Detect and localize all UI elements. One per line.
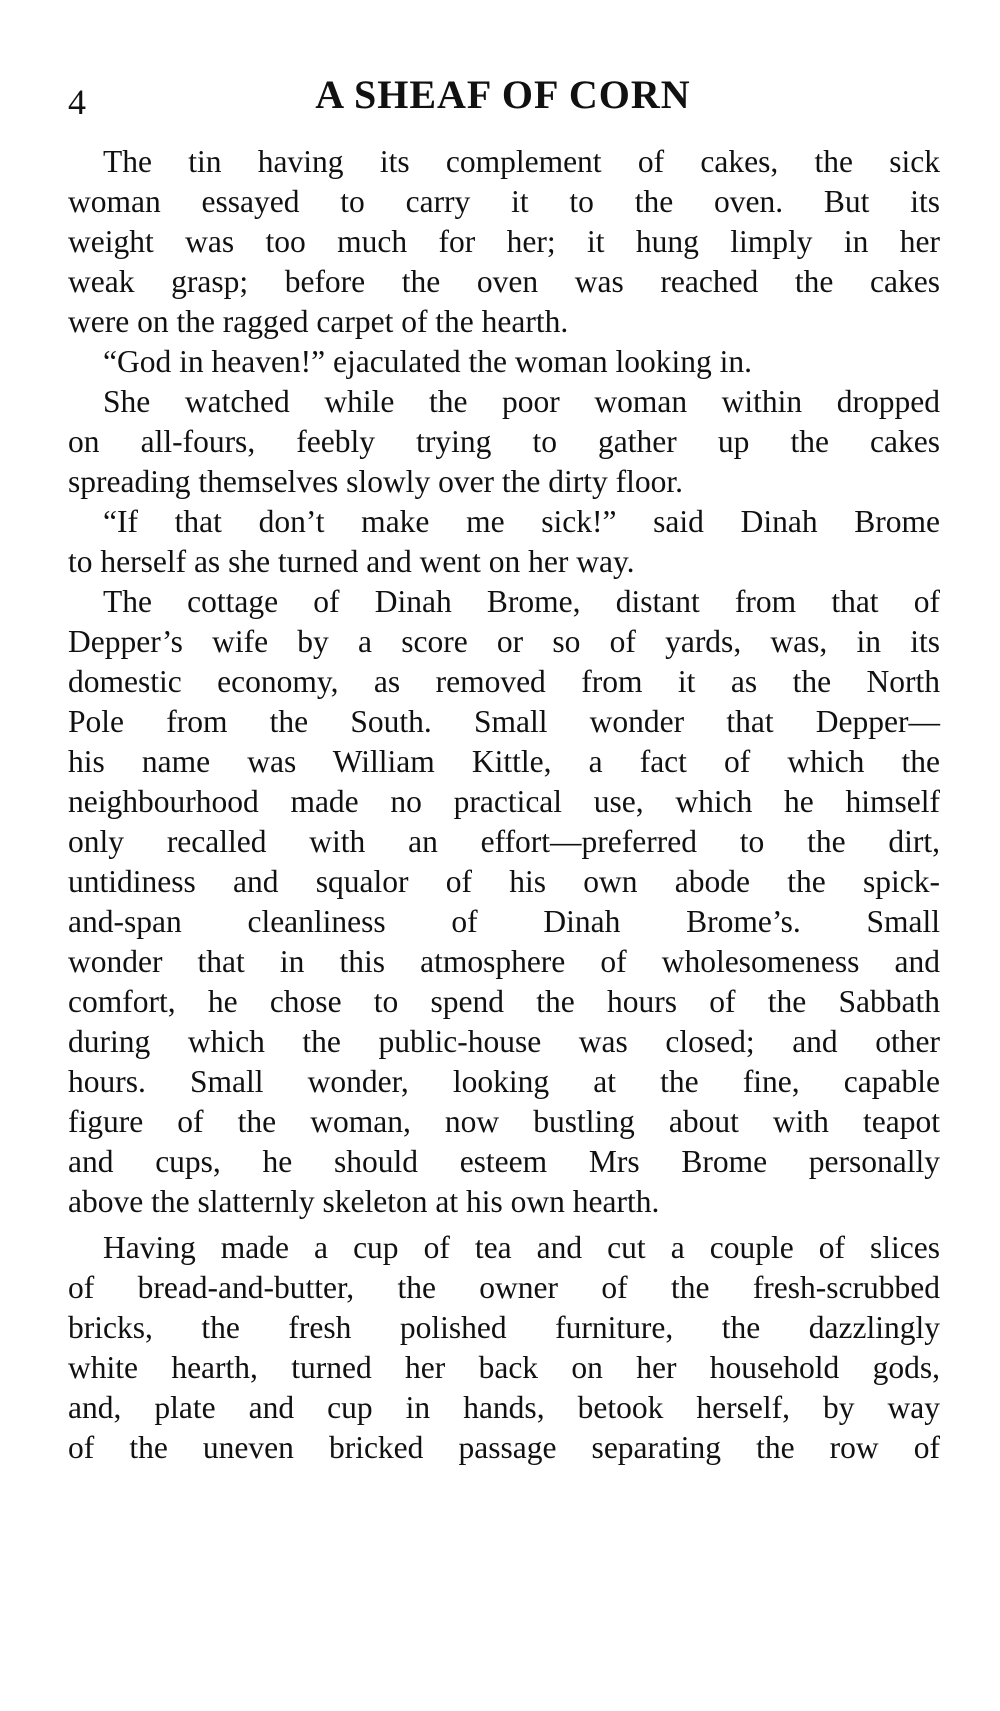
text-line: white hearth, turned her back on her household gods, (68, 1350, 940, 1385)
paragraph (68, 142, 940, 342)
text-line: comfort, he chose to spend the hours of the Sabbath (68, 984, 940, 1019)
text-line: weak grasp; before the oven was reached the cakes (68, 264, 940, 299)
text-line: figure of the woman, now bustling about with teapot (68, 1104, 940, 1139)
text-line: She watched while the poor woman within dropped (103, 384, 940, 419)
text-line: and, plate and cup in hands, betook herself, by way (68, 1390, 940, 1425)
text-line: “God in heaven!” ejaculated the woman looking in. (103, 344, 753, 379)
text-line: The cottage of Dinah Brome, distant from that of (103, 584, 940, 619)
text-line: hours. Small wonder, looking at the fine, capable (68, 1064, 940, 1099)
text-line: during which the public-house was closed; and other (68, 1024, 940, 1059)
text-line: Having made a cup of tea and cut a couple of slices (103, 1230, 940, 1265)
page-number: 4 (68, 82, 86, 122)
text-line: above the slatternly skeleton at his own hearth. (68, 1184, 660, 1219)
text-line: and-span cleanliness of Dinah Brome’s. Small (68, 904, 940, 939)
page-header (68, 70, 938, 126)
text-line: domestic economy, as removed from it as the North (68, 664, 940, 699)
text-line: and cups, he should esteem Mrs Brome personally (68, 1144, 940, 1179)
text-line: untidiness and squalor of his own abode the spick- (68, 864, 940, 899)
body-text (68, 142, 940, 1468)
text-line: his name was William Kittle, a fact of which the (68, 744, 940, 779)
text-line: of bread-and-butter, the owner of the fresh-scrubbed (68, 1270, 940, 1305)
text-line: spreading themselves slowly over the dirty floor. (68, 464, 684, 499)
paragraph (68, 382, 940, 502)
paragraph (68, 342, 940, 382)
text-line: neighbourhood made no practical use, which he himself (68, 784, 940, 819)
text-line: were on the ragged carpet of the hearth. (68, 304, 569, 339)
text-line: bricks, the fresh polished furniture, the dazzlingly (68, 1310, 940, 1345)
paragraph (68, 582, 940, 1222)
text-line: woman essayed to carry it to the oven. But its (68, 184, 940, 219)
text-line: Depper’s wife by a score or so of yards, was, in its (68, 624, 940, 659)
text-line: of the uneven bricked passage separating the row of (68, 1430, 940, 1465)
text-line: only recalled with an effort—preferred to the dirt, (68, 824, 940, 859)
text-line: wonder that in this atmosphere of wholesomeness and (68, 944, 940, 979)
paragraph (68, 502, 940, 582)
text-line: weight was too much for her; it hung limply in her (68, 224, 940, 259)
text-line: Pole from the South. Small wonder that Depper— (68, 704, 940, 739)
text-line: to herself as she turned and went on her way. (68, 544, 635, 579)
text-line: on all-fours, feebly trying to gather up the cakes (68, 424, 940, 459)
text-line: “If that don’t make me sick!” said Dinah Brome (103, 504, 940, 539)
text-line: The tin having its complement of cakes, the sick (103, 144, 940, 179)
running-title: A SHEAF OF CORN (315, 72, 691, 117)
paragraph (68, 1228, 940, 1468)
